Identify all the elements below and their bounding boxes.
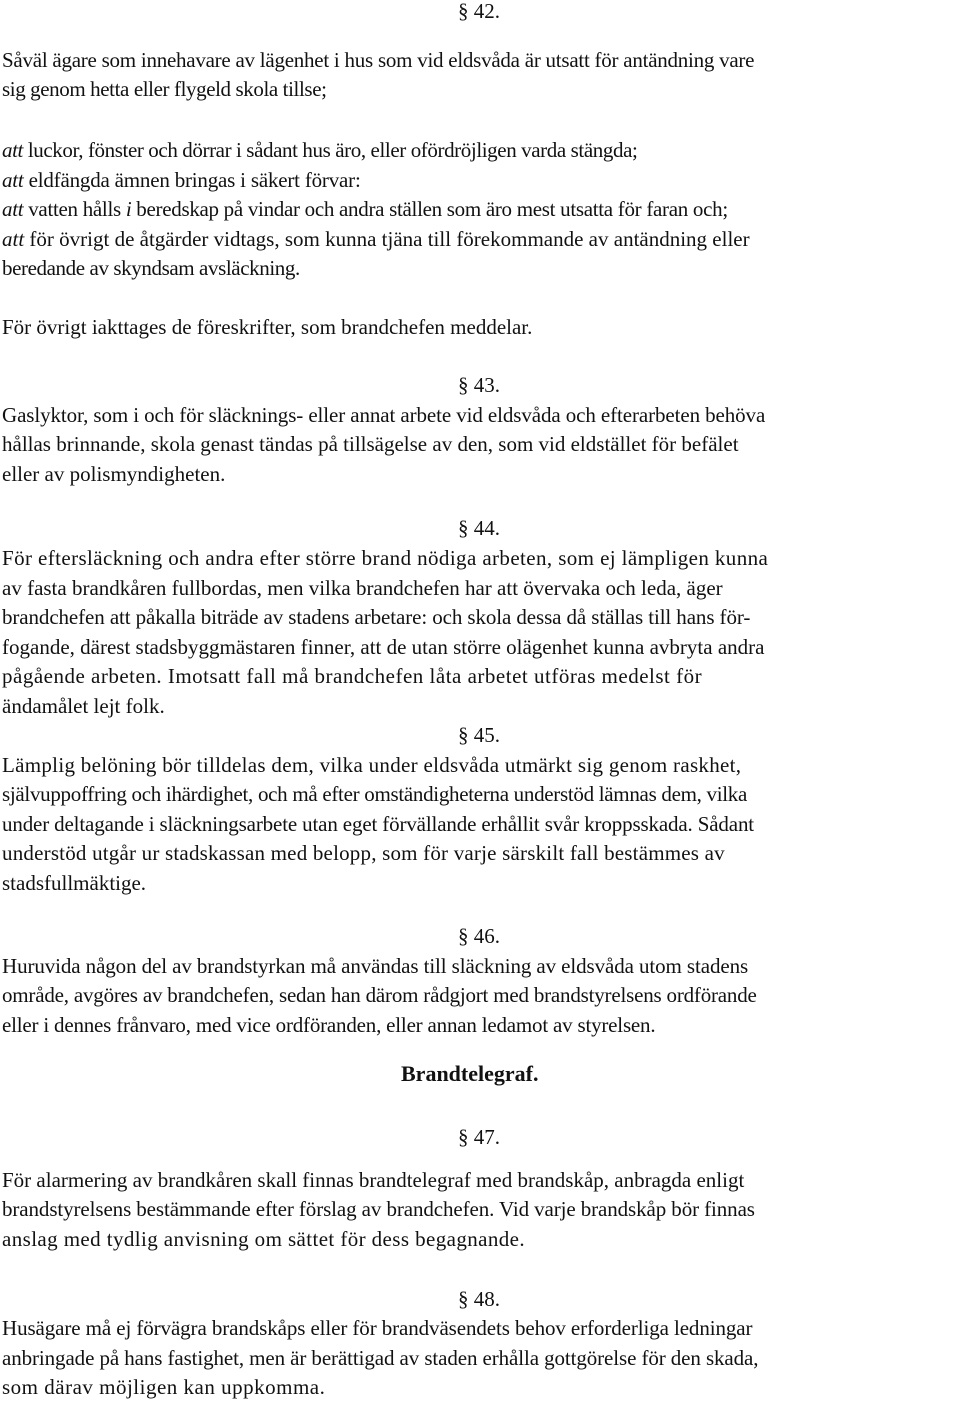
list-item xyxy=(2,136,637,165)
item-text: eldfängda ämnen bringas i säkert förvar: xyxy=(23,168,361,192)
item-lead: att xyxy=(2,168,24,192)
paragraph-line: understöd utgår ur stadskassan med belopp, som för varje särskilt fall bestämmes av xyxy=(2,841,725,865)
paragraph-line: Lämplig belöning bör tilldelas dem, vilka under eldsvåda utmärkt sig genom raskhet, xyxy=(2,753,742,777)
paragraph-line: självuppoffring och ihärdighet, och må efter omständigheterna understöd lämnas dem, vilka xyxy=(2,782,748,806)
paragraph-line: anbringade på hans fastighet, men är berättigad av staden erhålla gottgörelse för den skada, xyxy=(2,1346,759,1370)
paragraph-line: För alarmering av brandkåren skall finnas brandtelegraf med brandskåp, anbragda enligt xyxy=(2,1168,745,1192)
section-heading-45: § 45. xyxy=(458,723,500,747)
paragraph-line: Gaslyktor, som i och för släcknings- eller annat arbete vid eldsvåda och efterarbeten behöva xyxy=(2,403,766,427)
paragraph-line: Husägare må ej förvägra brandskåps eller för brandväsendets behov erforderliga ledningar xyxy=(2,1316,753,1340)
paragraph-line: Såväl ägare som innehavare av lägenhet i hus som vid eldsvåda är utsatt för antändning vare xyxy=(2,48,755,72)
paragraph-line: brandstyrelsens bestämmande efter förslag av brandchefen. Vid varje brandskåp bör finnas xyxy=(2,1197,755,1221)
paragraph-line: sig genom hetta eller flygeld skola tillse; xyxy=(2,77,327,101)
paragraph-line: brandchefen att påkalla biträde av stadens arbetare: och skola dessa då ställas till hans för- xyxy=(2,605,751,629)
item-lead: att xyxy=(2,197,24,221)
paragraph-line: hållas brinnande, skola genast tändas på tillsägelse av den, som vid eldstället för befälet xyxy=(2,432,739,456)
paragraph-line: ändamålet lejt folk. xyxy=(2,694,165,718)
paragraph-line: anslag med tydlig anvisning om sättet för dess begagnande. xyxy=(2,1227,526,1251)
section-heading-46: § 46. xyxy=(458,924,500,948)
item-lead: att xyxy=(2,138,23,162)
list-item xyxy=(2,225,750,254)
paragraph-line: fogande, därest stadsbyggmästaren finner, att de utan större olägenhet kunna avbryta andra xyxy=(2,635,765,659)
paragraph-line: område, avgöres av brandchefen, sedan han därom rådgjort med brandstyrelsens ordförande xyxy=(2,983,757,1007)
section-title: Brandtelegraf. xyxy=(401,1061,539,1086)
section-heading-48: § 48. xyxy=(458,1287,500,1311)
paragraph-line: beredande av skyndsam avsläckning. xyxy=(2,256,300,280)
paragraph-line: eller i dennes frånvaro, med vice ordföranden, eller annan ledamot av styrelsen. xyxy=(2,1013,656,1037)
paragraph-line: För eftersläckning och andra efter större brand nödiga arbeten, som ej lämpligen kunna xyxy=(2,546,769,570)
list-item xyxy=(2,195,728,224)
paragraph-line: som därav möjligen kan uppkomma. xyxy=(2,1375,326,1399)
paragraph-line: För övrigt iakttages de föreskrifter, som brandchefen meddelar. xyxy=(2,315,533,339)
paragraph-line: av fasta brandkåren fullbordas, men vilka brandchefen har att övervaka och leda, äger xyxy=(2,576,723,600)
section-heading-47: § 47. xyxy=(458,1125,500,1149)
paragraph-line: Huruvida någon del av brandstyrkan må användas till släckning av eldsvåda utom stadens xyxy=(2,954,749,978)
item-text: luckor, fönster och dörrar i sådant hus äro, eller ofördröjligen varda stängda; xyxy=(22,138,638,162)
item-text-2: beredskap på vindar och andra ställen som äro mest utsatta för faran och; xyxy=(131,197,728,221)
paragraph-line: stadsfullmäktige. xyxy=(2,871,147,895)
item-text: vatten hålls xyxy=(23,197,126,221)
paragraph-line: under deltagande i släckningsarbete utan eget förvällande erhållit svår kroppsskada. Sådant xyxy=(2,812,754,836)
item-text: för övrigt de åtgärder vidtags, som kunna tjäna till förekommande av antändning eller xyxy=(24,227,750,251)
paragraph-line: eller av polismyndigheten. xyxy=(2,462,226,486)
item-lead-2: i xyxy=(125,197,132,221)
item-lead: att xyxy=(2,227,25,251)
list-item xyxy=(2,166,361,195)
section-heading-44: § 44. xyxy=(458,516,500,540)
section-heading-43: § 43. xyxy=(458,373,500,397)
paragraph-line: pågående arbeten. Imotsatt fall må brandchefen låta arbetet utföras medelst för xyxy=(2,664,703,688)
section-heading-42: § 42. xyxy=(458,0,500,23)
